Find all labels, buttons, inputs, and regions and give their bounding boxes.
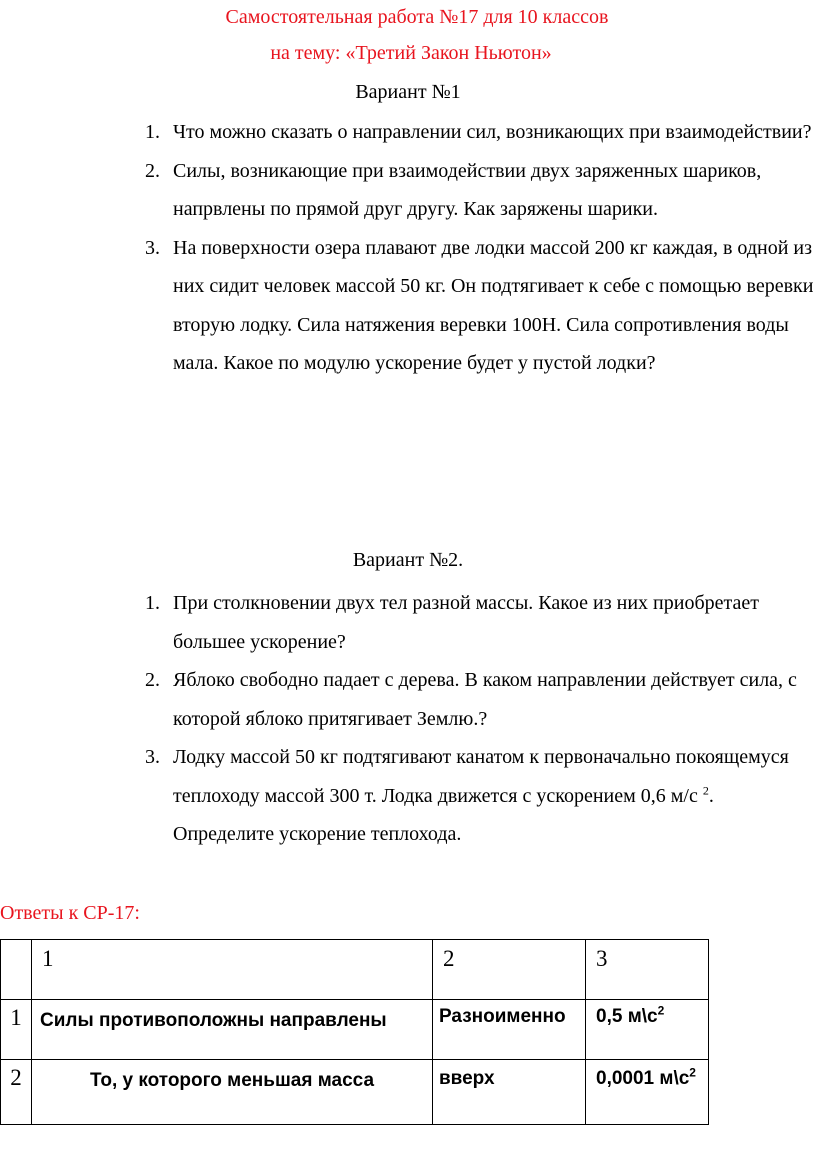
column-header: 1: [32, 940, 433, 1000]
variant-1-heading: [0, 81, 816, 104]
corner-cell: [1, 940, 32, 1000]
question-text: Яблоко свободно падает с дерева. В каком направлении действует сила, с которой яблоко притягивает Землю.?: [173, 669, 797, 730]
document-title: [0, 6, 816, 29]
question-text-end: . Определите ускорение теплохода.: [173, 784, 714, 845]
table-row: [1, 1060, 709, 1125]
title-line-1: Самостоятельная работа №17 для 10 классов: [225, 6, 609, 28]
answer-cell: вверх: [433, 1060, 586, 1125]
answers-title: Ответы к СР-17:: [0, 902, 140, 924]
answer-value: 0,0001 м\с: [596, 1068, 690, 1089]
answer-cell: Силы противоположны направлены: [32, 1000, 433, 1060]
variant-2-heading: [0, 549, 816, 572]
question-number: 3.: [145, 746, 160, 768]
question-text: Что можно сказать о направлении сил, возникающих при взаимодействии?: [173, 121, 812, 143]
list-item: [140, 661, 816, 738]
answers-table: [0, 939, 709, 1125]
title-line-2: на тему: «Третий Закон Ньютон»: [270, 42, 552, 64]
column-header: 2: [433, 940, 586, 1000]
answer-cell: То, у которого меньшая масса: [32, 1060, 433, 1125]
question-number: 2.: [145, 159, 160, 182]
document-topic: [0, 42, 816, 65]
answer-value: 0,5 м\с: [596, 1006, 658, 1027]
question-number: 1.: [145, 592, 160, 614]
superscript: 2: [702, 782, 709, 797]
question-text: Лодку массой 50 кг подтягивают канатом к первоначально покоящемуся теплоходу массой 300 т. Лодка движется с ускорением 0,6 м/с: [173, 746, 789, 807]
list-item: [140, 738, 816, 854]
list-item: [140, 113, 816, 152]
superscript: 2: [657, 1003, 665, 1018]
question-number: 2.: [145, 669, 160, 691]
answer-cell: [586, 1060, 709, 1125]
answer-cell: Разноименно: [433, 1000, 586, 1060]
question-number: 3.: [145, 236, 160, 259]
variant-1-title: Вариант №1: [355, 81, 461, 103]
row-label: 2: [1, 1060, 32, 1125]
question-number: 1.: [145, 121, 160, 143]
variant-1-questions: [140, 113, 816, 383]
superscript: 2: [689, 1065, 696, 1080]
question-text: На поверхности озера плавают две лодки массой 200 кг каждая, в одной из них сидит человек массой 50 кг. Он подтягивает к себе с помощью веревки вторую лодку. Сила натяжения веревки 100Н. Сила сопротивления воды мала. Какое по модулю ускорение будет у пустой лодки?: [173, 236, 814, 374]
question-text: Силы, возникающие при взаимодействии двух заряженных шариков, напрвлены по прямой друг другу. Как заряжены шарики.: [173, 159, 762, 220]
column-header: 3: [586, 940, 709, 1000]
list-item: [140, 152, 816, 229]
list-item: [140, 584, 816, 661]
variant-2-title: Вариант №2.: [352, 549, 464, 571]
variant-2-questions: [140, 584, 816, 854]
table-header-row: [1, 940, 709, 1000]
question-text: При столкновении двух тел разной массы. Какое из них приобретает большее ускорение?: [173, 592, 759, 653]
answer-cell: [586, 1000, 709, 1060]
row-label: 1: [1, 1000, 32, 1060]
table-row: [1, 1000, 709, 1060]
list-item: [140, 229, 816, 383]
